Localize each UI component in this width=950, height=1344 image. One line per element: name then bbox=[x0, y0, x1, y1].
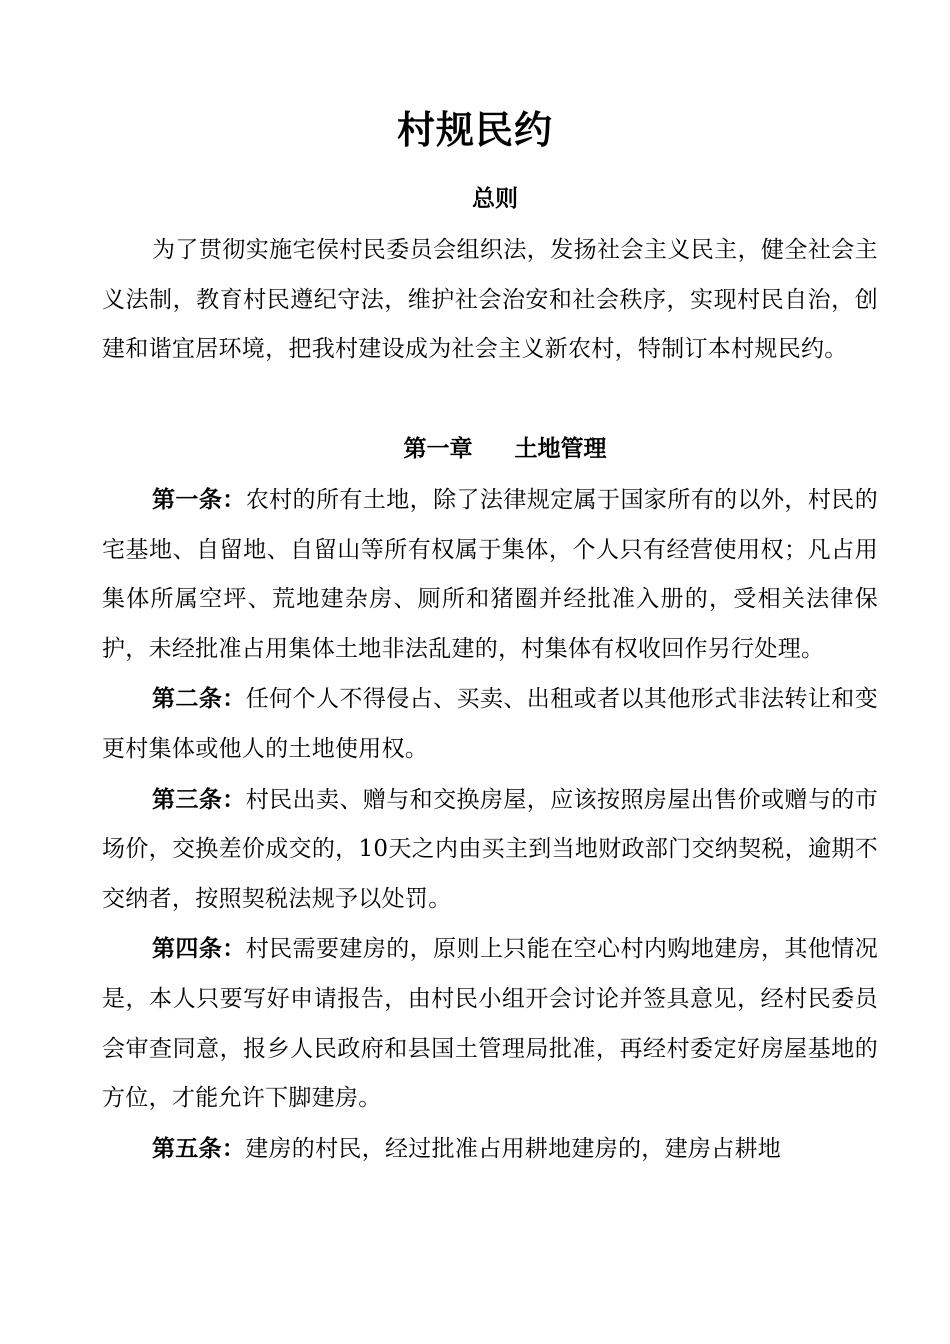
chapter-heading bbox=[0, 432, 950, 466]
article-label: 第三条： bbox=[152, 785, 246, 813]
general-paragraph: 为了贯彻实施宅侯村民委员会组织法，发扬社会主义民主，健全社会主义法制，教育村民遵纪守法，维护社会治安和社会秩序，实现村民自治，创建和谐宜居环境，把我村建设成为社会主义新农村，特制订本村规民约。 bbox=[102, 237, 878, 363]
article-4 bbox=[102, 924, 878, 1123]
document-title: 村规民约 bbox=[396, 107, 553, 152]
article-label: 第五条： bbox=[152, 1134, 246, 1162]
chapter-number: 第一章 bbox=[403, 435, 473, 462]
article-text: 农村的所有土地，除了法律规定属于国家所有的以外，村民的宅基地、自留地、自留山等所有权属于集体，个人只有经营使用权；凡占用集体所属空坪、荒地建杂房、厕所和猪圈并经批准入册的，受相关法律保护，未经批准占用集体土地非法乱建的，村集体有权收回作另行处理。 bbox=[102, 487, 878, 662]
article-1 bbox=[102, 475, 878, 674]
article-text: 任何个人不得侵占、买卖、出租或者以其他形式非法转让和变更村集体或他人的土地使用权。 bbox=[102, 686, 878, 762]
article-text: 建房的村民，经过批准占用耕地建房的，建房占耕地 bbox=[245, 1135, 782, 1162]
article-label: 第四条： bbox=[152, 935, 246, 963]
article-2 bbox=[102, 674, 878, 774]
general-section bbox=[102, 226, 878, 375]
article-text: 村民需要建房的，原则上只能在空心村内购地建房，其他情况是，本人只要写好申请报告，由村民小组开会讨论并签具意见，经村民委员会审查同意，报乡人民政府和县国土管理局批准，再经村委定好房屋基地的方位，才能允许下脚建房。 bbox=[102, 936, 878, 1112]
article-label: 第一条： bbox=[152, 486, 246, 513]
general-heading: 总则 bbox=[472, 185, 518, 212]
article-label: 第二条： bbox=[152, 685, 246, 713]
chapter-articles bbox=[102, 475, 878, 1174]
chapter-name: 土地管理 bbox=[514, 435, 607, 462]
article-5 bbox=[102, 1124, 878, 1175]
article-text: 村民出卖、赠与和交换房屋，应该按照房屋出售价或赠与的市场价，交换差价成交的，10天之内由买主到当地财政部门交纳契税，逾期不交纳者，按照契税法规予以处罚。 bbox=[102, 786, 878, 912]
article-3 bbox=[102, 775, 878, 925]
